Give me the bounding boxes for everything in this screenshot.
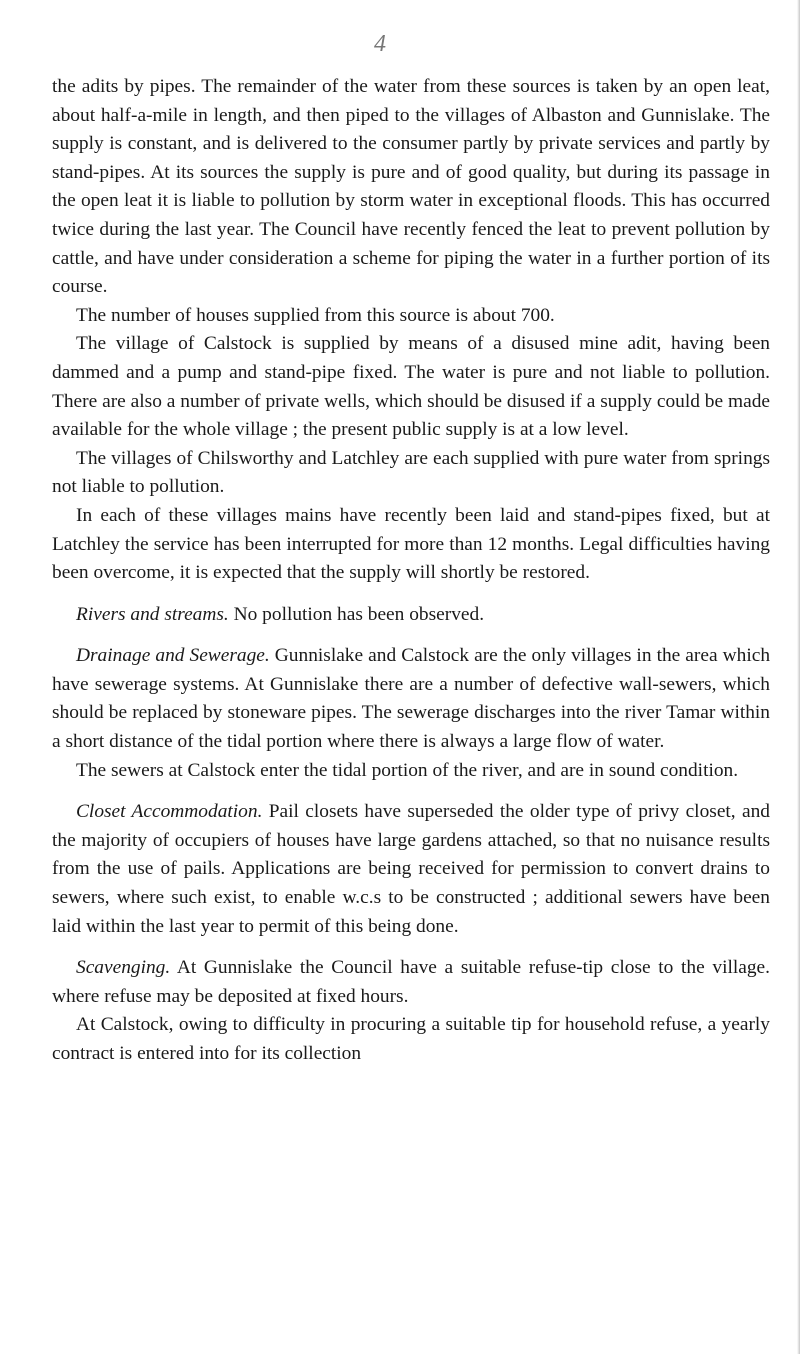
paragraph-calstock-sewers	[52, 757, 770, 786]
paragraph-text: At Gunnislake the Council have a suitable refuse-tip close to the village. where refuse may be deposited at fixed hours.	[52, 957, 770, 1007]
paragraph-text: The sewers at Calstock enter the tidal portion of the river, and are in sound condition.	[76, 759, 739, 781]
paragraph-text: Gunnislake and Calstock are the only villages in the area which have sewerage systems. At Gunnislake there are a number of defective wall-sewers, which should be replaced by stoneware pipes. The sewerage discharges into the river Tamar within a short distance of the tidal portion where there is always a large flow of water.	[52, 645, 771, 753]
paragraph-text: The villages of Chilsworthy and Latchley are each supplied with pure water from springs not liable to pollution.	[52, 447, 770, 498]
paragraph-text: At Calstock, owing to difficulty in procuring a suitable tip for household refuse, a yearly contract is entered into for its collection	[52, 1014, 770, 1064]
section-heading: Closet Accommodation.	[76, 801, 263, 823]
paragraph-text: the adits by pipes. The remainder of the water from these sources is taken by an open leat, about half-a-mile in length, and then piped to the villages of Albaston and Gunnislake. The supply is constant, and is delivered to the consumer partly by private services and partly by stand-pipes. At its sources the supply is pure and of good quality, but during its passage in the open leat it is liable to pollution by storm water in exceptional floods. This has occurred twice during the last year. The Council have recently fenced the leat to prevent pollution by cattle, and have under consideration a scheme for piping the water in a further portion of its course.	[52, 76, 770, 298]
paragraph-text: The village of Calstock is supplied by means of a disused mine adit, having been dammed and a pump and stand-pipe fixed. The water is pure and not liable to pollution. There are also a number of private wells, which should be disused if a supply could be made available for the whole village ; the present public supply is at a low level.	[52, 333, 770, 441]
paragraph-scavenging	[52, 954, 770, 1011]
paragraph-mains-laid	[52, 502, 770, 588]
section-heading: Rivers and streams.	[76, 603, 229, 625]
paragraph-drainage-sewerage	[52, 642, 770, 756]
document-page	[52, 0, 770, 1354]
paragraph-water-supply-continued	[52, 73, 770, 302]
paragraph-text: In each of these villages mains have recently been laid and stand-pipes fixed, but at Latchley the service has been interrupted for more than 12 months. Legal difficulties having been overcome, it is expected that the supply will shortly be restored.	[52, 504, 770, 584]
page-number: 4	[374, 31, 386, 57]
paragraph-houses-supplied	[52, 302, 770, 331]
paragraph-rivers-streams	[52, 601, 770, 630]
paragraph-text: No pollution has been observed.	[228, 603, 485, 625]
paragraph-calstock-refuse	[52, 1011, 770, 1068]
paragraph-chilsworthy-latchley	[52, 445, 770, 502]
section-heading: Drainage and Sewerage.	[76, 645, 270, 667]
paragraph-text: The number of houses supplied from this source is about 700.	[76, 304, 555, 326]
paragraph-text: Pail closets have superseded the older type of privy closet, and the majority of occupiers of houses have large gardens attached, so that no nuisance results from the use of pails. Applications are being received for permission to convert drains to sewers, where such exist, to enable w.c.s to be constructed ; additional sewers have been laid within the last year to permit of this being done.	[52, 801, 770, 937]
paragraph-closet-accommodation	[52, 798, 770, 941]
section-heading: Scavenging.	[76, 957, 171, 979]
paragraph-calstock-supply	[52, 330, 770, 444]
body-text	[52, 73, 770, 1069]
